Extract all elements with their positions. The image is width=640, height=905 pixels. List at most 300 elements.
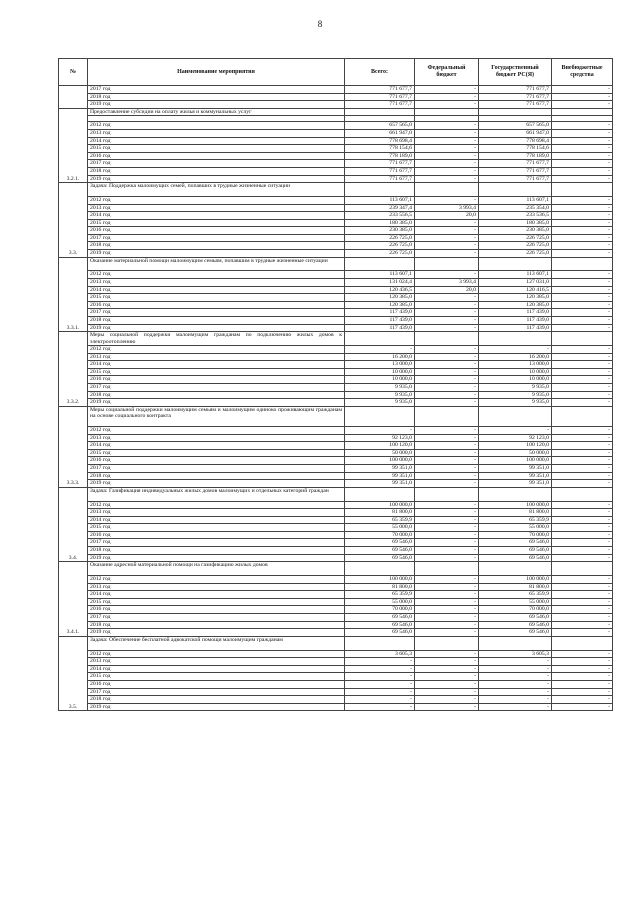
budget-table [58, 58, 613, 711]
year-row [59, 442, 613, 450]
year-row [59, 457, 613, 465]
empty-cell [479, 332, 552, 346]
extrabudget-value: - [552, 480, 613, 488]
year-label: 2015 год [88, 524, 345, 532]
year-row [59, 576, 613, 584]
federal-value: 3 993,4 [415, 204, 479, 212]
federal-value: - [415, 346, 479, 354]
regional-value: 233 536,5 [479, 212, 552, 220]
total-value: 99 351,0 [345, 464, 415, 472]
year-row [59, 703, 613, 711]
year-label: 2013 год [88, 279, 345, 287]
regional-value: 3 605,3 [479, 650, 552, 658]
regional-value: 55 000,0 [479, 524, 552, 532]
task-row [59, 183, 613, 197]
extrabudget-value: - [552, 301, 613, 309]
federal-value: - [415, 122, 479, 130]
empty-cell [552, 183, 613, 197]
regional-value: 120 385,0 [479, 294, 552, 302]
federal-value: - [415, 539, 479, 547]
empty-cell [345, 406, 415, 426]
task-title: Оказание материальной помощи малоимущим семьям, попавшим в трудные жизненные ситуации [88, 257, 345, 271]
total-value: 778 698,4 [345, 137, 415, 145]
extrabudget-value: - [552, 234, 613, 242]
regional-value: 81 800,0 [479, 583, 552, 591]
regional-value: - [479, 673, 552, 681]
extrabudget-value: - [552, 665, 613, 673]
regional-value: - [479, 665, 552, 673]
federal-value: - [415, 93, 479, 101]
regional-value: - [479, 426, 552, 434]
year-label: 2012 год [88, 650, 345, 658]
federal-value: - [415, 547, 479, 555]
federal-value: - [415, 129, 479, 137]
regional-value: 661 947,0 [479, 129, 552, 137]
federal-value: - [415, 384, 479, 392]
extrabudget-value: - [552, 501, 613, 509]
total-value: 771 677,7 [345, 167, 415, 175]
federal-value: - [415, 501, 479, 509]
empty-cell [415, 183, 479, 197]
total-value: - [345, 696, 415, 704]
extrabudget-value: - [552, 279, 613, 287]
regional-value: 771 677,7 [479, 93, 552, 101]
regional-value: 100 000,0 [479, 457, 552, 465]
total-value: 113 607,1 [345, 271, 415, 279]
regional-value: 226 725,0 [479, 234, 552, 242]
year-label: 2016 год [88, 606, 345, 614]
year-row [59, 234, 613, 242]
extrabudget-value: - [552, 212, 613, 220]
extrabudget-value: - [552, 271, 613, 279]
extrabudget-value: - [552, 434, 613, 442]
year-label: 2018 год [88, 391, 345, 399]
regional-value: 180 385,0 [479, 219, 552, 227]
year-row [59, 376, 613, 384]
task-number: 3.4.1. [59, 562, 88, 637]
year-label: 2015 год [88, 449, 345, 457]
year-label: 2019 год [88, 554, 345, 562]
extrabudget-value: - [552, 368, 613, 376]
year-row [59, 137, 613, 145]
extrabudget-value: - [552, 86, 613, 94]
extrabudget-value: - [552, 101, 613, 109]
extrabudget-value: - [552, 531, 613, 539]
federal-value: - [415, 464, 479, 472]
task-number: 3.3.2. [59, 332, 88, 407]
year-row [59, 516, 613, 524]
total-value: 661 947,0 [345, 129, 415, 137]
extrabudget-value: - [552, 384, 613, 392]
federal-value: - [415, 219, 479, 227]
federal-value: - [415, 399, 479, 407]
year-label: 2014 год [88, 591, 345, 599]
regional-value: 771 677,7 [479, 175, 552, 183]
task-row [59, 257, 613, 271]
federal-value: - [415, 509, 479, 517]
federal-value: - [415, 591, 479, 599]
task-number: 3.3.1. [59, 257, 88, 332]
empty-cell [345, 487, 415, 501]
total-value: 771 677,7 [345, 86, 415, 94]
federal-value: - [415, 250, 479, 258]
regional-value: 65 359,9 [479, 516, 552, 524]
extrabudget-value: - [552, 472, 613, 480]
regional-value: 226 725,0 [479, 250, 552, 258]
empty-cell [345, 183, 415, 197]
extrabudget-value: - [552, 324, 613, 332]
year-row [59, 665, 613, 673]
year-label: 2014 год [88, 286, 345, 294]
federal-value: - [415, 688, 479, 696]
task-number: 3.5. [59, 636, 88, 711]
federal-value: - [415, 227, 479, 235]
year-row [59, 673, 613, 681]
total-value: - [345, 426, 415, 434]
year-label: 2017 год [88, 309, 345, 317]
extrabudget-value: - [552, 309, 613, 317]
extrabudget-value: - [552, 204, 613, 212]
regional-value: 100 000,0 [479, 576, 552, 584]
regional-value: 9 935,0 [479, 384, 552, 392]
task-title: Задача: Обеспечение бесплатной адвокатской помощи малоимущим гражданам [88, 636, 345, 650]
total-value: 117 439,0 [345, 317, 415, 325]
total-value: 69 546,0 [345, 629, 415, 637]
year-label: 2016 год [88, 457, 345, 465]
header-total: Всего: [345, 59, 415, 86]
total-value: 117 439,0 [345, 324, 415, 332]
total-value: 70 000,0 [345, 606, 415, 614]
year-label: 2019 год [88, 324, 345, 332]
total-value: 9 935,0 [345, 391, 415, 399]
year-label: 2012 год [88, 426, 345, 434]
federal-value: - [415, 101, 479, 109]
task-number: 3.3.3. [59, 406, 88, 487]
extrabudget-value: - [552, 137, 613, 145]
regional-value: 117 439,0 [479, 309, 552, 317]
regional-value: - [479, 688, 552, 696]
year-row [59, 122, 613, 130]
empty-cell [345, 562, 415, 576]
year-row [59, 160, 613, 168]
total-value: 778 189,0 [345, 152, 415, 160]
year-row [59, 242, 613, 250]
extrabudget-value: - [552, 250, 613, 258]
extrabudget-value: - [552, 219, 613, 227]
extrabudget-value: - [552, 703, 613, 711]
extrabudget-value: - [552, 650, 613, 658]
extrabudget-value: - [552, 317, 613, 325]
total-value: - [345, 658, 415, 666]
federal-value: - [415, 309, 479, 317]
regional-value: 55 000,0 [479, 598, 552, 606]
federal-value: - [415, 480, 479, 488]
total-value: 10 000,0 [345, 376, 415, 384]
year-label: 2018 год [88, 242, 345, 250]
total-value: - [345, 680, 415, 688]
regional-value: 778 154,6 [479, 145, 552, 153]
federal-value: - [415, 160, 479, 168]
year-row [59, 101, 613, 109]
year-label: 2016 год [88, 680, 345, 688]
year-row [59, 152, 613, 160]
total-value: 99 351,0 [345, 472, 415, 480]
total-value: 55 000,0 [345, 598, 415, 606]
extrabudget-value: - [552, 167, 613, 175]
empty-cell [345, 636, 415, 650]
extrabudget-value: - [552, 680, 613, 688]
regional-value: 69 546,0 [479, 554, 552, 562]
year-row [59, 129, 613, 137]
year-row [59, 301, 613, 309]
extrabudget-value: - [552, 376, 613, 384]
year-row [59, 250, 613, 258]
year-row [59, 212, 613, 220]
regional-value: 100 120,0 [479, 442, 552, 450]
federal-value: 20,0 [415, 286, 479, 294]
total-value: 180 385,0 [345, 219, 415, 227]
year-row [59, 539, 613, 547]
extrabudget-value: - [552, 152, 613, 160]
empty-cell [345, 108, 415, 116]
year-label: 2014 год [88, 212, 345, 220]
empty-cell [415, 636, 479, 650]
year-label: 2012 год [88, 501, 345, 509]
regional-value: 771 677,7 [479, 86, 552, 94]
regional-value: 81 800,0 [479, 509, 552, 517]
year-row [59, 480, 613, 488]
federal-value: - [415, 472, 479, 480]
year-label: 2016 год [88, 301, 345, 309]
extrabudget-value: - [552, 294, 613, 302]
year-label: 2016 год [88, 152, 345, 160]
year-row [59, 583, 613, 591]
task-row [59, 487, 613, 501]
year-row [59, 399, 613, 407]
regional-value: 69 546,0 [479, 621, 552, 629]
total-value: 226 725,0 [345, 242, 415, 250]
year-row [59, 688, 613, 696]
year-label: 2018 год [88, 317, 345, 325]
total-value: 100 000,0 [345, 576, 415, 584]
year-row [59, 591, 613, 599]
federal-value: - [415, 673, 479, 681]
year-label: 2019 год [88, 480, 345, 488]
regional-value: 120 385,0 [479, 301, 552, 309]
year-row [59, 286, 613, 294]
extrabudget-value: - [552, 145, 613, 153]
total-value: 69 546,0 [345, 621, 415, 629]
year-row [59, 93, 613, 101]
total-value: 9 935,0 [345, 399, 415, 407]
total-value: 100 000,0 [345, 501, 415, 509]
extrabudget-value: - [552, 227, 613, 235]
federal-value: - [415, 457, 479, 465]
federal-value: - [415, 317, 479, 325]
extrabudget-value: - [552, 353, 613, 361]
regional-value: 120 416,5 [479, 286, 552, 294]
year-label: 2015 год [88, 219, 345, 227]
year-label: 2019 год [88, 250, 345, 258]
federal-value: - [415, 145, 479, 153]
federal-value: - [415, 324, 479, 332]
regional-value: 69 546,0 [479, 629, 552, 637]
extrabudget-value: - [552, 606, 613, 614]
year-label: 2017 год [88, 614, 345, 622]
year-row [59, 554, 613, 562]
federal-value: - [415, 234, 479, 242]
total-value: 120 385,0 [345, 301, 415, 309]
year-label: 2014 год [88, 137, 345, 145]
task-title: Меры социальной поддержки малоимущим гражданам по подключению жилых домов к электроотоплению [88, 332, 345, 346]
regional-value: 69 546,0 [479, 539, 552, 547]
regional-value: 13 000,0 [479, 361, 552, 369]
empty-cell [415, 562, 479, 576]
header-federal: Федеральный бюджет [415, 59, 479, 86]
year-row [59, 309, 613, 317]
year-row [59, 361, 613, 369]
extrabudget-value: - [552, 547, 613, 555]
year-row [59, 449, 613, 457]
task-row [59, 108, 613, 116]
federal-value: - [415, 426, 479, 434]
federal-value: - [415, 353, 479, 361]
federal-value: - [415, 554, 479, 562]
extrabudget-value: - [552, 391, 613, 399]
extrabudget-value: - [552, 673, 613, 681]
regional-value: 771 677,7 [479, 101, 552, 109]
extrabudget-value: - [552, 539, 613, 547]
regional-value: 9 935,0 [479, 399, 552, 407]
empty-cell [415, 406, 479, 426]
regional-value: 69 546,0 [479, 614, 552, 622]
empty-cell [59, 86, 88, 109]
total-value: 120 385,0 [345, 294, 415, 302]
total-value: 113 607,1 [345, 196, 415, 204]
year-label: 2018 год [88, 696, 345, 704]
total-value: - [345, 703, 415, 711]
extrabudget-value: - [552, 516, 613, 524]
regional-value: 771 677,7 [479, 160, 552, 168]
regional-value: 235 354,0 [479, 204, 552, 212]
empty-cell [415, 487, 479, 501]
task-title: Меры социальной поддержки малоимущим семьям и малоимущим одиноко проживающим гражданам на основе социального контракта [88, 406, 345, 426]
total-value: 771 677,7 [345, 101, 415, 109]
extrabudget-value: - [552, 658, 613, 666]
year-label: 2013 год [88, 583, 345, 591]
regional-value: 69 546,0 [479, 547, 552, 555]
extrabudget-value: - [552, 160, 613, 168]
total-value: - [345, 688, 415, 696]
regional-value: 113 607,1 [479, 196, 552, 204]
page-number: 8 [317, 19, 323, 29]
federal-value: - [415, 606, 479, 614]
task-title: Предоставление субсидии на оплату жилья и коммунальных услуг [88, 108, 345, 116]
regional-value: - [479, 346, 552, 354]
regional-value: 778 698,4 [479, 137, 552, 145]
year-row [59, 650, 613, 658]
year-label: 2015 год [88, 294, 345, 302]
extrabudget-value: - [552, 399, 613, 407]
year-row [59, 353, 613, 361]
year-label: 2017 год [88, 160, 345, 168]
regional-value: 226 725,0 [479, 242, 552, 250]
empty-cell [479, 406, 552, 426]
total-value: 99 351,0 [345, 480, 415, 488]
extrabudget-value: - [552, 583, 613, 591]
header-name: Наименование мероприятия [88, 59, 345, 86]
year-row [59, 279, 613, 287]
year-label: 2014 год [88, 516, 345, 524]
header-regional: Государственный бюджет РС(Я) [479, 59, 552, 86]
empty-cell [552, 108, 613, 116]
empty-cell [479, 108, 552, 116]
regional-value: - [479, 658, 552, 666]
task-row [59, 406, 613, 426]
regional-value: 771 677,7 [479, 167, 552, 175]
extrabudget-value: - [552, 442, 613, 450]
year-label: 2017 год [88, 539, 345, 547]
year-label: 2017 год [88, 688, 345, 696]
total-value: 65 359,9 [345, 516, 415, 524]
empty-cell [552, 562, 613, 576]
federal-value: - [415, 696, 479, 704]
year-label: 2013 год [88, 658, 345, 666]
federal-value: - [415, 703, 479, 711]
federal-value: - [415, 376, 479, 384]
extrabudget-value: - [552, 688, 613, 696]
federal-value: - [415, 442, 479, 450]
year-label: 2018 год [88, 621, 345, 629]
year-label: 2017 год [88, 384, 345, 392]
extrabudget-value: - [552, 598, 613, 606]
year-row [59, 434, 613, 442]
year-row [59, 426, 613, 434]
regional-value: 92 123,0 [479, 434, 552, 442]
empty-cell [479, 257, 552, 271]
total-value: 131 024,4 [345, 279, 415, 287]
empty-cell [479, 487, 552, 501]
federal-value: - [415, 583, 479, 591]
federal-value: 20,0 [415, 212, 479, 220]
year-label: 2012 год [88, 346, 345, 354]
empty-cell [415, 257, 479, 271]
empty-cell [415, 108, 479, 116]
federal-value: - [415, 524, 479, 532]
year-row [59, 598, 613, 606]
year-row [59, 472, 613, 480]
year-label: 2019 год [88, 703, 345, 711]
year-label: 2015 год [88, 368, 345, 376]
federal-value: - [415, 658, 479, 666]
year-row [59, 145, 613, 153]
extrabudget-value: - [552, 286, 613, 294]
total-value: 81 800,0 [345, 583, 415, 591]
extrabudget-value: - [552, 449, 613, 457]
extrabudget-value: - [552, 524, 613, 532]
header-extrabudget: Внебюджетные средства [552, 59, 613, 86]
year-label: 2013 год [88, 353, 345, 361]
total-value: 81 800,0 [345, 509, 415, 517]
year-row [59, 606, 613, 614]
total-value: 10 000,0 [345, 368, 415, 376]
year-row [59, 86, 613, 94]
year-row [59, 509, 613, 517]
extrabudget-value: - [552, 554, 613, 562]
year-row [59, 464, 613, 472]
year-row [59, 501, 613, 509]
year-row [59, 227, 613, 235]
